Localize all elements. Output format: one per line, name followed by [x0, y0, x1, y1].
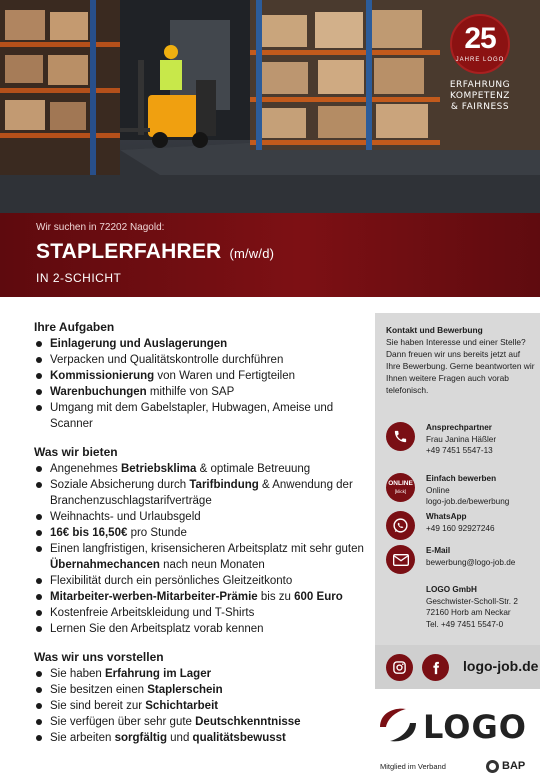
company-name: LOGO GmbH — [426, 585, 477, 594]
tasks-list — [34, 336, 364, 432]
job-location-intro: Wir suchen in 72202 Nagold: — [36, 222, 165, 233]
motto-line: & FAIRNESS — [450, 102, 510, 112]
social-bar — [375, 645, 540, 689]
list-item: Sie arbeiten sorgfältig und qualitätsbewusst — [34, 730, 364, 746]
badge-motto — [444, 80, 516, 113]
email-text — [426, 545, 540, 568]
list-item: 16€ bis 16,50€ pro Stunde — [34, 525, 364, 541]
company-street: Geschwister-Scholl-Str. 2 — [426, 596, 518, 606]
whatsapp-text — [426, 511, 540, 534]
online-apply-icon[interactable] — [386, 473, 415, 502]
contact-intro-text: Sie haben Interesse und einer Stelle? Dann freuen wir uns bereits jetzt auf Ihre Bewerbung. Gerne beantworten wir Ihnen weitere Fragen auch vorab telefonisch. — [386, 337, 535, 395]
list-item: Einlagerung und Auslagerungen — [34, 336, 364, 352]
logo-wordmark: LOGO — [423, 708, 527, 746]
online-apply-title: Einfach bewerben — [426, 474, 497, 483]
list-item: Flexibilität durch ein persönliches Gleitzeitkonto — [34, 573, 364, 589]
hero-image — [0, 0, 540, 213]
job-title — [36, 240, 274, 264]
logo-mark-icon — [376, 705, 420, 745]
job-title-text: STAPLERFAHRER — [36, 240, 222, 263]
facebook-icon[interactable] — [422, 654, 449, 681]
offer-list — [34, 461, 364, 637]
title-band — [0, 213, 540, 297]
whatsapp-title: WhatsApp — [426, 512, 467, 521]
anniversary-circle — [450, 14, 510, 74]
contact-heading: Kontakt und Bewerbung — [386, 325, 483, 335]
list-item: Kostenfreie Arbeitskleidung und T-Shirts — [34, 605, 364, 621]
company-city: 72160 Horb am Neckar — [426, 608, 511, 617]
bap-wordmark: BAP — [502, 760, 526, 772]
mail-icon[interactable] — [386, 545, 415, 574]
phone-icon[interactable] — [386, 422, 415, 451]
bap-mark-icon — [486, 760, 499, 773]
contact-person-phone[interactable]: +49 7451 5547-13 — [426, 446, 493, 455]
instagram-icon[interactable] — [386, 654, 413, 681]
list-item: Kommissionierung von Waren und Fertigteilen — [34, 368, 364, 384]
list-item: Sie verfügen über sehr gute Deutschkenntnisse — [34, 714, 364, 730]
whatsapp-icon[interactable] — [386, 511, 415, 540]
section-heading-profile: Was wir uns vorstellen — [34, 650, 164, 664]
list-item: Lernen Sie den Arbeitsplatz vorab kennen — [34, 621, 364, 637]
contact-intro — [386, 324, 536, 396]
contact-person-text — [426, 422, 540, 457]
website-link[interactable]: logo-job.de — [463, 658, 539, 674]
list-item: Warenbuchungen mithilfe von SAP — [34, 384, 364, 400]
list-item: Soziale Absicherung durch Tarifbindung & Anwendung der Branchenzuschlagstarifverträge — [34, 477, 364, 509]
section-heading-tasks: Ihre Aufgaben — [34, 320, 115, 334]
online-icon-label: ONLINE — [388, 479, 413, 487]
email-address[interactable]: bewerbung@logo-job.de — [426, 557, 516, 567]
online-apply-text — [426, 473, 540, 508]
list-item: Einen langfristigen, krisensicheren Arbeitsplatz mit sehr guten Übernahmechancen nach neun Monaten — [34, 541, 364, 573]
contact-sidebar — [375, 313, 540, 657]
bap-logo — [486, 758, 525, 774]
company-phone[interactable]: Tel. +49 7451 5547-0 — [426, 619, 504, 629]
profile-list — [34, 666, 364, 746]
badge-subtitle: JAHRE LOGO — [455, 57, 505, 63]
motto-line: KOMPETENZ — [450, 91, 510, 101]
list-item: Angenehmes Betriebsklima & optimale Betreuung — [34, 461, 364, 477]
contact-person-name: Frau Janina Häßler — [426, 434, 497, 444]
list-item: Sie sind bereit zur Schichtarbeit — [34, 698, 364, 714]
anniversary-badge — [444, 10, 516, 120]
online-apply-url[interactable]: logo-job.de/bewerbung — [426, 497, 510, 506]
shift-info: IN 2-SCHICHT — [36, 271, 122, 285]
list-item: Verpacken und Qualitätskontrolle durchführen — [34, 352, 364, 368]
whatsapp-phone[interactable]: +49 160 92927246 — [426, 523, 495, 533]
company-logo — [376, 703, 536, 747]
list-item: Sie besitzen einen Staplerschein — [34, 682, 364, 698]
job-description — [34, 319, 364, 758]
online-icon-sub: [klick] — [394, 488, 407, 494]
online-apply-line: Online — [426, 485, 450, 495]
email-title: E-Mail — [426, 546, 451, 555]
membership-note: Mitglied im Verband — [380, 762, 446, 771]
badge-number: 25 — [464, 22, 496, 55]
contact-person-title: Ansprechpartner — [426, 423, 492, 432]
company-address — [426, 584, 540, 630]
list-item: Umgang mit dem Gabelstapler, Hubwagen, Ameise und Scanner — [34, 400, 364, 432]
motto-line: ERFAHRUNG — [449, 80, 511, 90]
gender-note: (m/w/d) — [229, 246, 275, 261]
list-item: Weihnachts- und Urlaubsgeld — [34, 509, 364, 525]
list-item: Mitarbeiter-werben-Mitarbeiter-Prämie bis zu 600 Euro — [34, 589, 364, 605]
section-heading-offer: Was wir bieten — [34, 445, 118, 459]
list-item: Sie haben Erfahrung im Lager — [34, 666, 364, 682]
